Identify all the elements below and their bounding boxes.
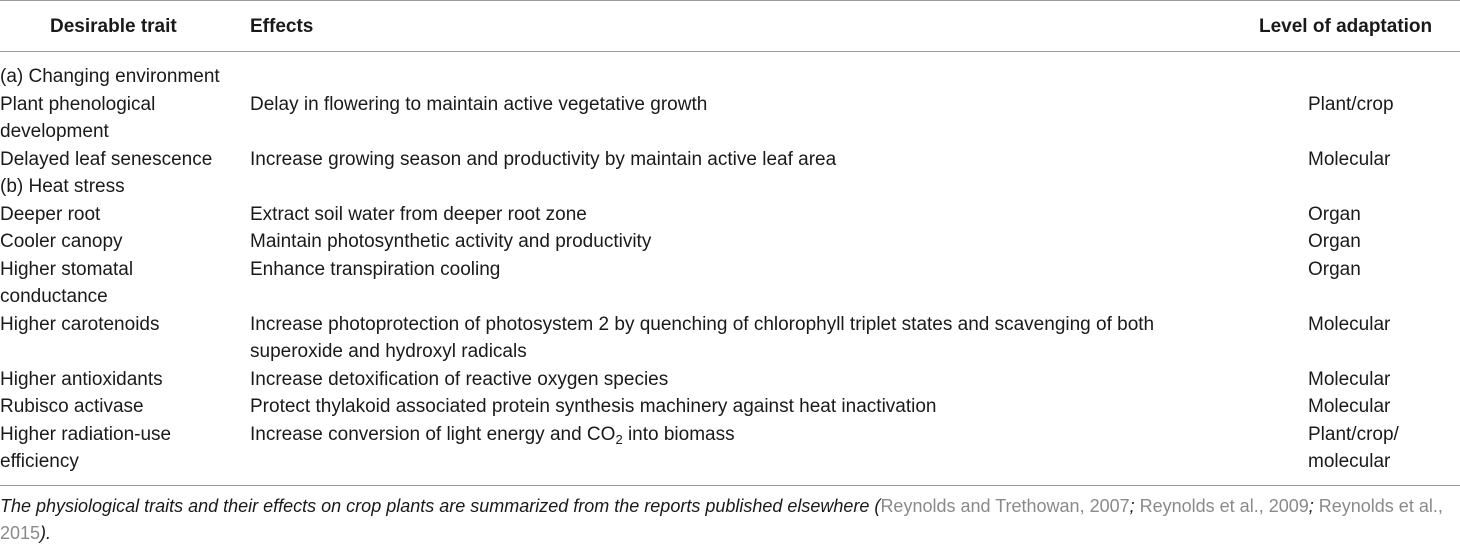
footnote-separator: ; xyxy=(1129,496,1140,516)
cell-trait: Higher carotenoids xyxy=(0,313,160,335)
table-row xyxy=(0,421,1460,476)
effects-text: into biomass xyxy=(622,423,735,445)
cell-effects: Increase growing season and productivity by maintain active leaf area xyxy=(250,148,837,170)
cell-level: Organ xyxy=(1308,258,1361,280)
cell-effects: Extract soil water from deeper root zone xyxy=(250,203,587,225)
table-footnote xyxy=(0,493,1450,547)
cell-trait: Higher stomatal conductance xyxy=(0,258,134,307)
cell-trait: Cooler canopy xyxy=(0,231,123,252)
table-body xyxy=(0,63,1460,476)
cell-trait: Rubisco activase xyxy=(0,396,144,417)
footnote-text: ). xyxy=(40,523,52,543)
section-title: (a) Changing environment xyxy=(0,66,220,87)
table-bottom-rule xyxy=(0,485,1460,486)
table-row xyxy=(0,366,1460,394)
table-row xyxy=(0,228,1460,256)
table-top-rule xyxy=(0,0,1460,1)
cell-effects: Increase detoxification of reactive oxygen species xyxy=(250,368,669,390)
section-row xyxy=(0,63,1460,91)
cell-level: Molecular xyxy=(1308,396,1391,417)
cell-trait: Deeper root xyxy=(0,203,101,225)
table-row xyxy=(0,146,1460,174)
header-effects: Effects xyxy=(250,16,314,37)
cell-trait: Plant phenological development xyxy=(0,93,156,142)
table-header-rule xyxy=(0,51,1460,52)
section-title: (b) Heat stress xyxy=(0,176,125,197)
reference-link[interactable]: Reynolds and Trethowan, 2007 xyxy=(880,496,1130,516)
table-row xyxy=(0,91,1460,146)
table-row xyxy=(0,256,1460,311)
header-level-of-adaptation: Level of adaptation xyxy=(1259,16,1433,37)
cell-level: Molecular xyxy=(1308,368,1391,390)
cell-level: Organ xyxy=(1308,203,1361,225)
table-row xyxy=(0,311,1460,366)
effects-text: Increase conversion of light energy and CO xyxy=(250,423,616,445)
header-desirable-trait: Desirable trait xyxy=(50,16,177,37)
cell-level: Molecular xyxy=(1308,313,1391,335)
cell-effects: Maintain photosynthetic activity and productivity xyxy=(250,231,652,252)
cell-level: Organ xyxy=(1308,231,1361,252)
reference-link[interactable]: Reynolds et al., 2015 xyxy=(0,496,1443,543)
cell-effects: Protect thylakoid associated protein synthesis machinery against heat inactivation xyxy=(250,396,937,417)
cell-effects xyxy=(250,421,1250,449)
cell-effects: Enhance transpiration cooling xyxy=(250,258,501,280)
footnote-separator: ; xyxy=(1308,496,1319,516)
cell-trait: Higher radiation-use efficiency xyxy=(0,423,172,472)
cell-level: Plant/crop/ molecular xyxy=(1308,423,1399,472)
table-row xyxy=(0,393,1460,421)
cell-effects: Increase photoprotection of photosystem 2 by quenching of chlorophyll triplet states and scavenging of both superoxide and hydroxyl radicals xyxy=(250,313,1155,362)
section-row xyxy=(0,173,1460,201)
subscript-2: 2 xyxy=(615,431,623,447)
footnote-text: The physiological traits and their effects on crop plants are summarized from the reports published elsewhere ( xyxy=(0,496,881,516)
cell-effects: Delay in flowering to maintain active vegetative growth xyxy=(250,93,708,115)
cell-trait: Higher antioxidants xyxy=(0,368,163,390)
cell-trait: Delayed leaf senescence xyxy=(0,148,213,170)
reference-link[interactable]: Reynolds et al., 2009 xyxy=(1139,496,1309,516)
cell-level: Molecular xyxy=(1308,148,1391,170)
table-row xyxy=(0,201,1460,229)
cell-level: Plant/crop xyxy=(1308,93,1394,115)
